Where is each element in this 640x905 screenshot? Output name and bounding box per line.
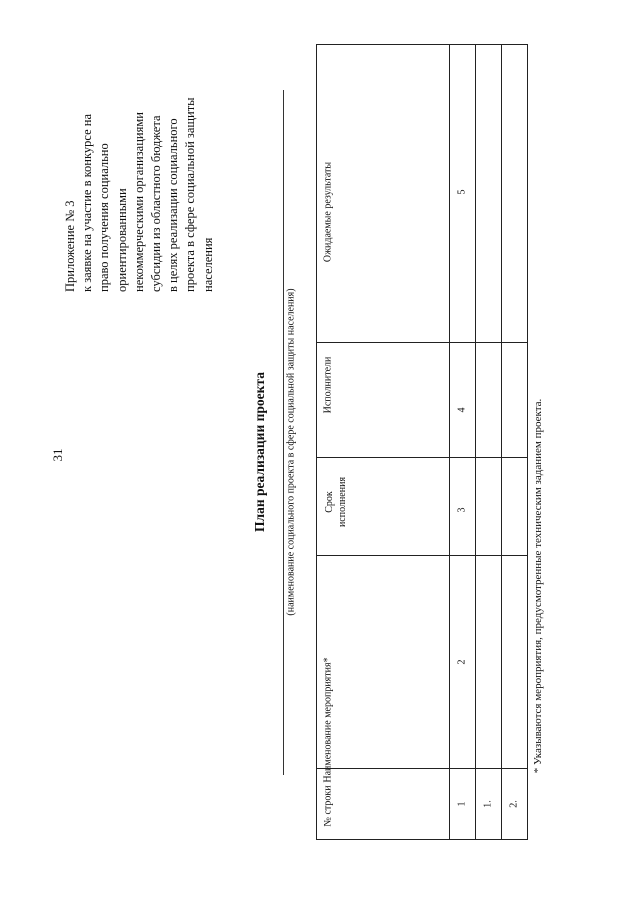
appendix-line: в целях реализации социального — [166, 118, 181, 292]
table-col-divider — [316, 457, 528, 458]
header-row-number: № строки — [322, 785, 334, 827]
table-row-divider — [475, 44, 476, 840]
header-activity: Наименование мероприятия* — [322, 657, 334, 783]
header-deadline: Срок исполнения — [324, 476, 348, 528]
column-number: 4 — [456, 407, 468, 413]
column-number: 3 — [456, 507, 468, 513]
appendix-note — [62, 32, 217, 292]
project-name-line — [283, 90, 284, 775]
table-row-divider — [501, 44, 502, 840]
appendix-line: Приложение № 3 — [63, 200, 77, 292]
appendix-line: субсидии из областного бюджета — [148, 115, 163, 292]
appendix-line: к заявке на участие в конкурсе на — [80, 113, 95, 292]
column-number: 1 — [456, 801, 468, 807]
appendix-line: населения — [200, 237, 215, 292]
appendix-line: ориентированными — [114, 188, 129, 292]
project-name-caption: (наименование социального проекта в сфере социальной защиты населения) — [285, 288, 297, 616]
column-number: 5 — [456, 189, 468, 195]
appendix-line: право получения социально — [97, 143, 112, 292]
table-col-divider — [316, 768, 528, 769]
header-executors: Исполнители — [322, 356, 334, 414]
table-border — [316, 44, 528, 840]
appendix-line: проекта в сфере социальной защиты — [183, 97, 198, 292]
header-expected-results: Ожидаемые результаты — [322, 161, 334, 263]
document-title: План реализации проекта — [252, 372, 267, 532]
appendix-line: некоммерческими организациями — [131, 112, 146, 292]
footnote: * Указываются мероприятия, предусмотренные техническим заданием проекта. — [532, 398, 544, 774]
table-row-divider — [449, 44, 450, 840]
table-col-divider — [316, 555, 528, 556]
table-row-label: 1. — [482, 800, 494, 808]
column-number: 2 — [456, 659, 468, 665]
page-number: 31 — [50, 448, 65, 462]
table-row-label: 2. — [508, 800, 520, 808]
table-col-divider — [316, 342, 528, 343]
